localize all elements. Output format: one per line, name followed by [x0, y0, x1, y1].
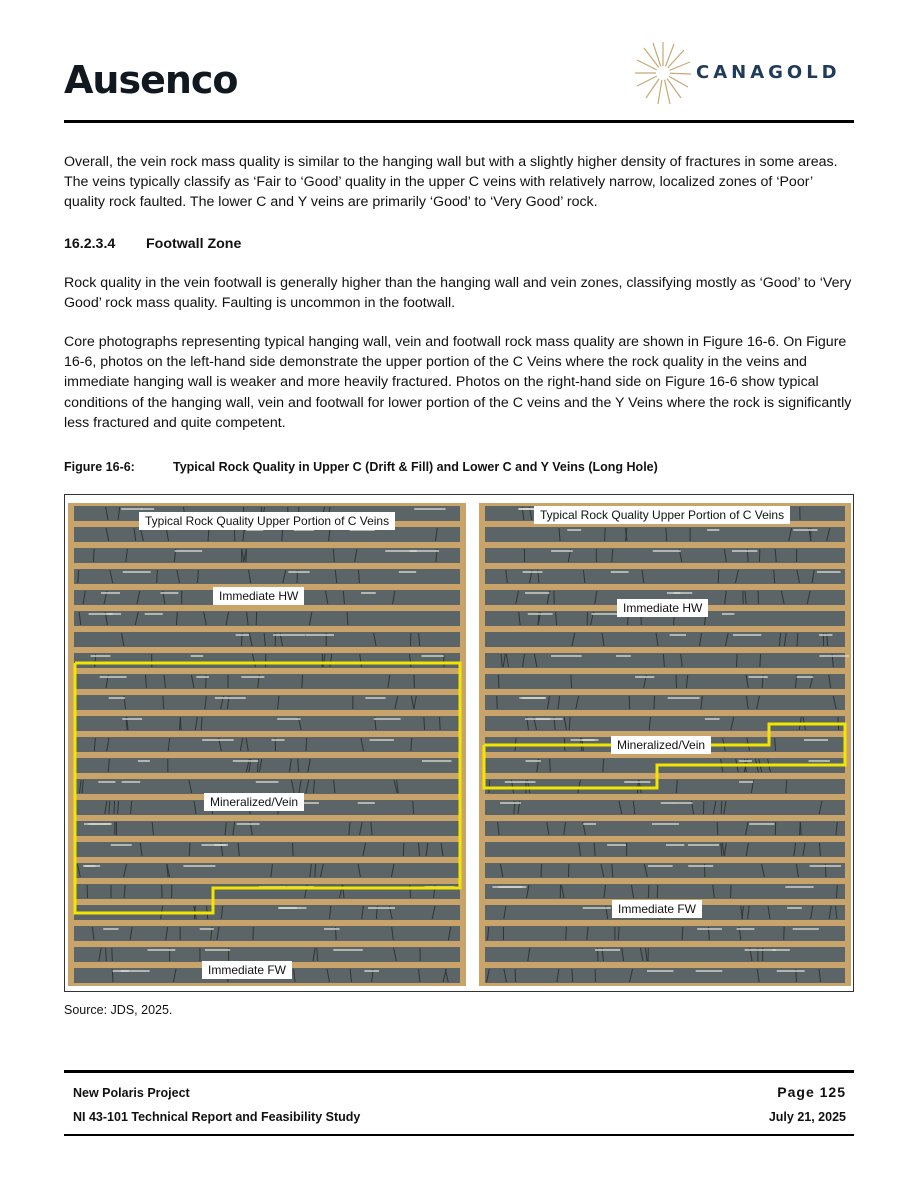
section-number: 16.2.3.4: [64, 236, 116, 252]
ausenco-logo: [64, 58, 238, 102]
paragraph-core-photos: Core photographs representing typical hanging wall, vein and footwall rock mass quality are shown in Figure 16-6. On Figure 16-6, photos on the left-hand side demonstrate the upper portion of the C Veins where the rock quality in the veins and immediate hanging wall is weaker and more heavily fractured. Photos on the right-hand side on Figure 16-6 show typical conditions of the hanging wall, vein and footwall for lower portion of the C veins and the Y Veins where the rock is significantly less fractured and quite competent.: [64, 334, 852, 431]
left-core-photo: [68, 503, 466, 986]
paragraph-vein-quality: Overall, the vein rock mass quality is similar to the hanging wall but with a slightly higher density of fractures in some areas. The veins typically classify as ‘Fair to ‘Good’ quality in the upper C veins with relatively narrow, localized zones of ‘Poor’ quality rock faulted. The lower C and Y veins are primarily ‘Good’ to ‘Very Good’ rock.: [64, 154, 838, 211]
figure-title: Typical Rock Quality in Upper C (Drift & Fill) and Lower C and Y Veins (Long Hole): [173, 460, 658, 474]
left-photo-title: Typical Rock Quality Upper Portion of C Veins: [139, 512, 395, 530]
paragraph-footwall: Rock quality in the vein footwall is generally higher than the hanging wall and vein zones, classifying mostly as ‘Good’ to ‘Very Good’ rock mass quality. Faulting is uncommon in the footwall.: [64, 275, 852, 312]
left-photo-fw-label: Immediate FW: [202, 961, 292, 979]
right-photo-vein-label: Mineralized/Vein: [611, 736, 711, 754]
header-rule: [64, 120, 854, 123]
footer-project: New Polaris Project: [73, 1086, 190, 1100]
section-heading: [64, 236, 241, 252]
section-title: Footwall Zone: [146, 236, 242, 252]
left-core-box-image: [68, 503, 466, 986]
figure-caption: [64, 460, 658, 474]
right-photo-hw-label: Immediate HW: [617, 599, 708, 617]
left-photo-hw-label: Immediate HW: [213, 587, 304, 605]
right-photo-title: Typical Rock Quality Upper Portion of C Veins: [534, 506, 790, 524]
sunburst-icon: [634, 40, 692, 106]
left-photo-vein-label: Mineralized/Vein: [204, 793, 304, 811]
footer-rule-bottom: [64, 1134, 854, 1136]
canagold-logo: [634, 40, 854, 106]
figure-source: Source: JDS, 2025.: [64, 1003, 173, 1017]
right-core-photo: [479, 503, 851, 986]
right-photo-fw-label: Immediate FW: [612, 900, 702, 918]
figure-number: Figure 16-6:: [64, 460, 135, 474]
ausenco-logo-text: Ausenco: [64, 58, 238, 102]
canagold-wordmark: CANAGOLD: [696, 62, 841, 83]
footer-page-number: Page 125: [777, 1084, 846, 1100]
footer-date: July 21, 2025: [768, 1110, 846, 1124]
footer-report: NI 43-101 Technical Report and Feasibility Study: [73, 1110, 361, 1124]
footer-rule-top: [64, 1070, 854, 1073]
figure-frame: [64, 494, 854, 992]
